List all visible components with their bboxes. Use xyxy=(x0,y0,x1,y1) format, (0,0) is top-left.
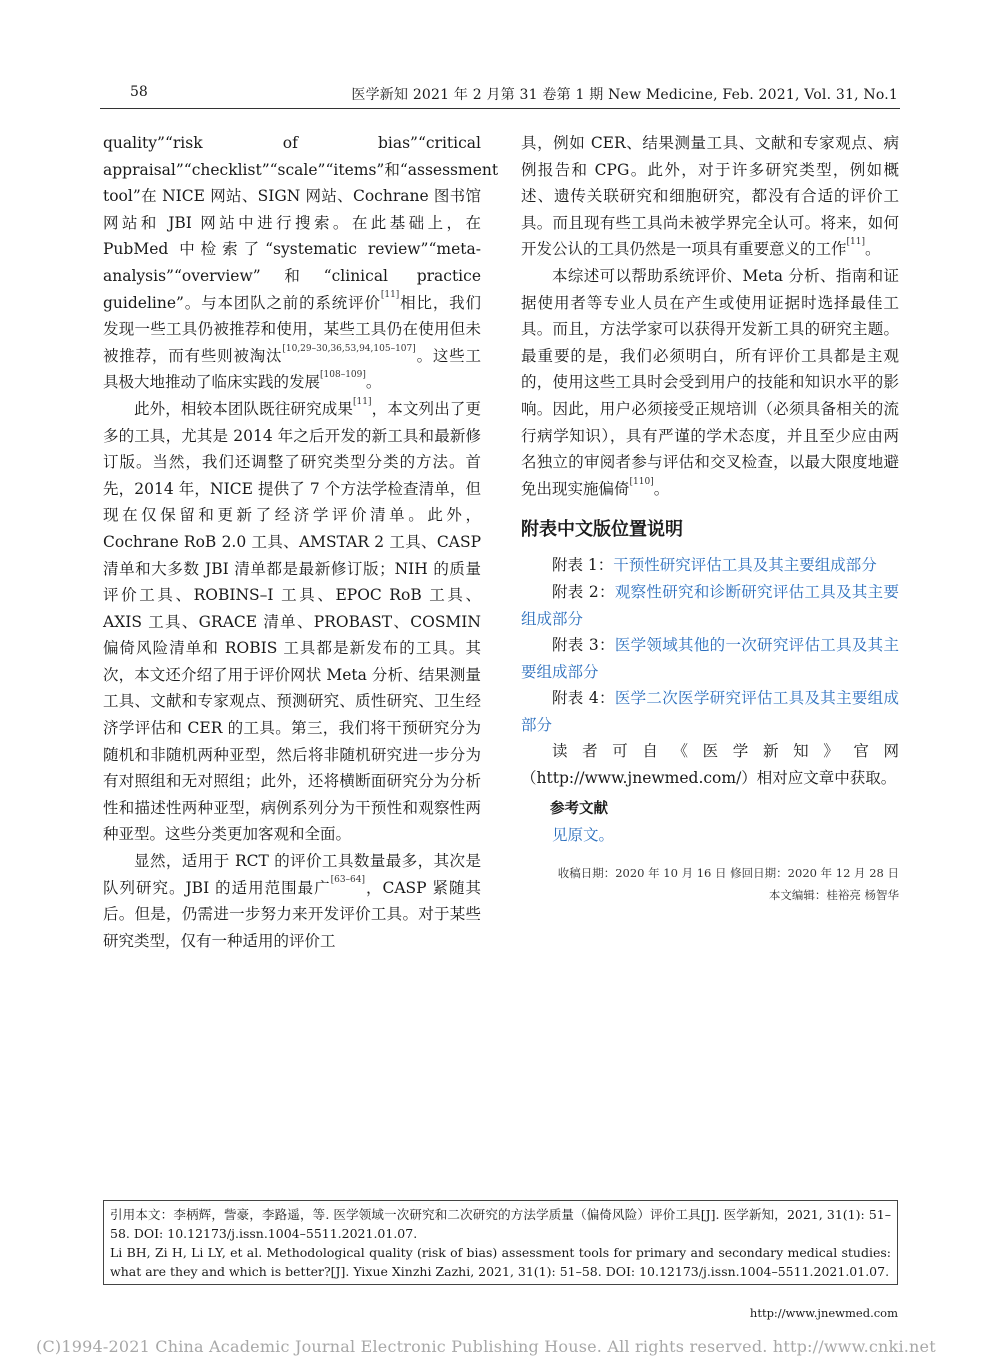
page-number: 58 xyxy=(130,84,148,100)
citation: [11] xyxy=(353,396,372,407)
reader-note: 读者可自《医学新知》官网（http://www.jnewmed.com/）相对应文章中获取。 xyxy=(521,742,899,788)
right-column xyxy=(521,130,899,906)
copyright-footer: (C)1994-2021 China Academic Journal Electronic Publishing House. All rights reserved. http://www.cnki.net xyxy=(36,1337,936,1356)
paragraph-comparison: 此外，相较本团队既往研究成果[11]，本文列出了更多的工具，尤其是 2014 年之后开发的新工具和最新修订版。当然，我们还调整了研究类型分类的方法。首先，2014 年，NICE 提供了 7 个方法学检查清单，但现在仅保留和更新了经济学评价清单。此外，Cochrane RoB 2.0 工具、AMSTAR 2 工具、CASP 清单和大多数 JBI 清单都是最新修订版；NIH 的质量评价工具、ROBINS–I 工具、EPOC RoB 工具、AXIS 工具、GRACE 清单、PROBAST、COSMIN 偏倚风险清单和 ROBIS 工具都是新发布的工具。其次，本文还介绍了用于评价网状 Meta 分析、结果测量工具、文献和专家观点、预测研究、质性研究、卫生经济学评估和 CER 的工具。第三，我们将干预研究分为随机和非随机两种亚型，然后将非随机研究进一步分为有对照组和无对照组；此外，还将横断面研究分为分析性和描述性两种亚型，病例系列分为干预性和观察性两种亚型。这些分类更加客观和全面。 xyxy=(103,396,481,844)
site-url-link[interactable]: http://www.jnewmed.com xyxy=(749,1306,898,1320)
citation-english: Li BH, Zi H, Li LY, et al. Methodological quality (risk of bias) assessment tools for primary and secondary medical studies: what are they and which is better?[J]. Yixue Xinzhi Zazhi, 2021, 31(1): 51–58. DOI: 10.12173/j.issn.1004–5511.2021.01.07. xyxy=(110,1245,891,1279)
attachment-link-3[interactable]: 医学领域其他的一次研究评估工具及其主要组成部分 xyxy=(521,636,899,681)
citation: [11] xyxy=(380,290,400,301)
paragraph-tool-coverage: 显然，适用于 RCT 的评价工具数量最多，其次是队列研究。JBI 的适用范围最广[63–64]，CASP 紧随其后。但是，仍需进一步努力来开发评价工具。对于某些研究类型，仅有一种适用的评价工 xyxy=(103,852,482,950)
references-link[interactable]: 见原文。 xyxy=(552,825,615,844)
editors: 本文编辑：桂裕亮 杨智华 xyxy=(768,887,899,902)
paragraph-search-strategy: quality”“risk of bias”“critical appraisal”“checklist”“scale”“items”和“assessment tool”在 NICE 网站、SIGN 网站、Cochrane 图书馆网站和 JBI 网站中进行搜索。在此基础上，在 PubMed 中检索了“systematic review”“meta-analysis”“overview”和“clinical practice guideline”。与本团队之前的系统评价[11]相比，我们发现一些工具仍被推荐和使用，某些工具仍在使用但未被推荐，而有些则被淘汰[10,29–30,36,53,94,105–107]。这些工具极大地推动了临床实践的发展[108–109]。 xyxy=(103,134,499,392)
attachment-item-3: 附表 3：医学领域其他的一次研究评估工具及其主要组成部分 xyxy=(521,636,899,681)
citation: [108–109] xyxy=(320,370,366,381)
citation: [10,29–30,36,53,94,105–107] xyxy=(282,343,416,354)
attachment-link-1[interactable]: 干预性研究评估工具及其主要组成部分 xyxy=(613,556,877,575)
attachment-item-4: 附表 4：医学二次医学研究评估工具及其主要组成部分 xyxy=(521,689,899,734)
header-rule xyxy=(100,108,900,109)
citation: [110] xyxy=(629,476,654,487)
received-date: 收稿日期：2020 年 10 月 16 日 修回日期：2020 年 12 月 28 日 xyxy=(557,865,899,880)
journal-header: 医学新知 2021 年 2 月第 31 卷第 1 期 New Medicine, Feb. 2021, Vol. 31, No.1 xyxy=(351,87,898,103)
citation-box xyxy=(103,1200,898,1285)
attachment-item-2: 附表 2：观察性研究和诊断研究评估工具及其主要组成部分 xyxy=(521,582,899,628)
attachment-link-2[interactable]: 观察性研究和诊断研究评估工具及其主要组成部分 xyxy=(521,582,899,628)
attachment-link-4[interactable]: 医学二次医学研究评估工具及其主要组成部分 xyxy=(521,689,899,734)
article-dates xyxy=(521,862,899,906)
citation: [63–64] xyxy=(330,875,366,886)
left-column xyxy=(103,130,499,954)
citation: [11] xyxy=(846,237,865,248)
paragraph-continued: 具，例如 CER、结果测量工具、文献和专家观点、病例报告和 CPG。此外，对于许多研究类型，例如概述、遗传关联研究和细胞研究，都没有合适的评价工具。而且现有些工具尚未被学界完全认可。将来，如何开发公认的工具仍然是一项具有重要意义的工作[11]。 xyxy=(521,134,899,259)
section-title: 附表中文版位置说明 xyxy=(521,519,683,541)
citation-chinese: 引用本文：李柄辉，訾豪，李路遥，等. 医学领域一次研究和二次研究的方法学质量（偏倚风险）评价工具[J]. 医学新知，2021, 31(1): 51–58. DOI: 10.12173/j.issn.1004–5511.2021.01.07. xyxy=(110,1207,891,1241)
paragraph-conclusion: 本综述可以帮助系统评价、Meta 分析、指南和证据使用者等专业人员在产生或使用证据时选择最佳工具。而且，方法学家可以获得开发新工具的研究主题。最重要的是，我们必须明白，所有评价工具都是主观的，使用这些工具时会受到用户的技能和知识水平的影响。因此，用户必须接受正规培训（必须具备相关的流行病学知识），具有严谨的学术态度，并且至少应由两名独立的审阅者参与评估和交叉检查，以最大限度地避免出现实施偏倚[110]。 xyxy=(521,266,899,498)
references-title: 参考文献 xyxy=(550,800,608,817)
attachment-item-1: 附表 1：干预性研究评估工具及其主要组成部分 xyxy=(552,556,877,575)
